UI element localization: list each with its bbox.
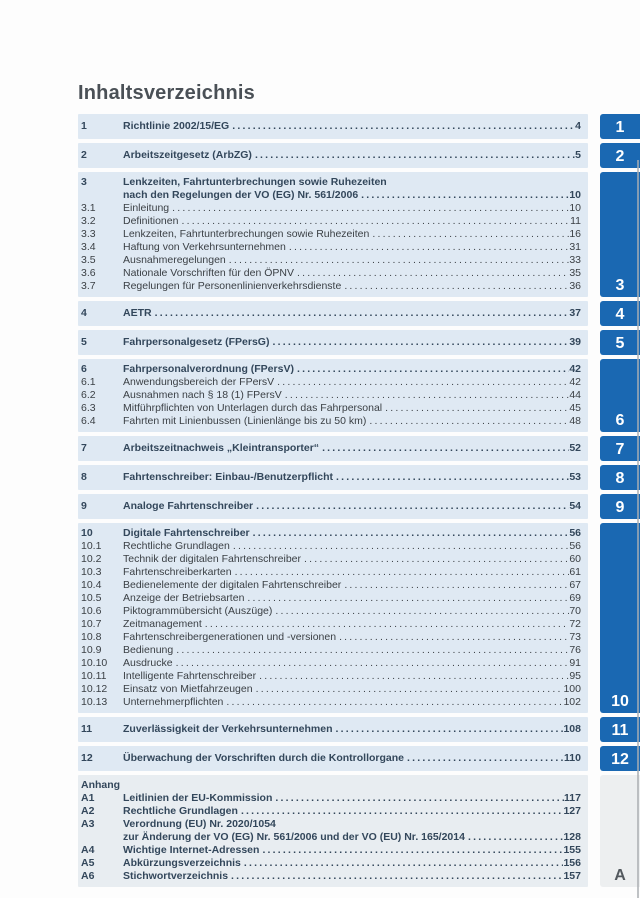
dot-leader bbox=[336, 631, 569, 644]
toc-entry-number: 7 bbox=[81, 442, 87, 454]
toc-entry bbox=[78, 202, 588, 215]
toc-group-3 bbox=[78, 172, 588, 297]
toc-entry-label: Einleitung bbox=[123, 202, 170, 214]
chapter-tab-8 bbox=[600, 465, 640, 490]
toc-entry-page-number: 60 bbox=[569, 553, 581, 565]
toc-entry-number: 10.3 bbox=[81, 566, 102, 578]
toc-entry-page-number: 56 bbox=[569, 540, 581, 552]
toc-group-A bbox=[78, 775, 588, 887]
toc-entry bbox=[78, 631, 588, 644]
dot-leader bbox=[382, 402, 569, 415]
toc-group-9 bbox=[78, 494, 588, 519]
toc-entry-label: Fahrtenschreibergenerationen und -versionen bbox=[123, 631, 337, 643]
dot-leader bbox=[228, 870, 563, 883]
toc-entry-number: 3.2 bbox=[81, 215, 96, 227]
toc-entry-number: 3 bbox=[81, 176, 87, 188]
chapter-tab-2 bbox=[600, 143, 640, 168]
toc-entry-page-number: 102 bbox=[563, 696, 581, 708]
chapter-tab-label: 9 bbox=[615, 499, 625, 516]
toc-entry-number: 10.1 bbox=[81, 540, 102, 552]
toc-group-1 bbox=[78, 114, 588, 139]
chapter-tab-1 bbox=[600, 114, 640, 139]
toc-entry-label: Arbeitszeitgesetz (ArbZG) bbox=[123, 149, 252, 161]
toc-entry-number: 10.9 bbox=[81, 644, 102, 656]
toc-entry-page-number: 31 bbox=[569, 241, 581, 253]
toc-entry bbox=[78, 844, 588, 857]
toc-entry-page-number: 54 bbox=[569, 500, 581, 512]
toc-entry-number: 10.5 bbox=[81, 592, 102, 604]
toc-entry-label: Bedienung bbox=[123, 644, 174, 656]
toc-entry-label: Regelungen für Personenlinienverkehrsdienste bbox=[123, 280, 342, 292]
toc-entry bbox=[78, 723, 588, 736]
chapter-tab-11 bbox=[600, 717, 640, 742]
dot-leader bbox=[333, 471, 569, 484]
toc-entry-page-number: 52 bbox=[569, 442, 581, 454]
dot-leader bbox=[286, 241, 569, 254]
toc-entry bbox=[78, 592, 588, 605]
toc-entry bbox=[78, 336, 588, 349]
dot-leader bbox=[274, 376, 569, 389]
toc-entry bbox=[78, 376, 588, 389]
chapter-tab-label: 2 bbox=[615, 148, 625, 165]
toc-entry-page-number: 16 bbox=[569, 228, 581, 240]
toc-entry-page-number: 44 bbox=[569, 389, 581, 401]
toc-entry-page-number: 95 bbox=[569, 670, 581, 682]
chapter-tab-3 bbox=[600, 172, 640, 297]
dot-leader bbox=[250, 527, 570, 540]
toc-entry-page-number: 42 bbox=[569, 363, 581, 375]
chapter-tab-label: 4 bbox=[615, 306, 625, 323]
chapter-tab-label: 8 bbox=[615, 470, 625, 487]
toc-entry-page-number: 69 bbox=[569, 592, 581, 604]
dot-leader bbox=[238, 805, 564, 818]
toc-entry-number: 6.4 bbox=[81, 415, 96, 427]
toc-entry-page-number: 5 bbox=[575, 149, 581, 161]
dot-leader bbox=[341, 280, 569, 293]
toc-entry-label: Definitionen bbox=[123, 215, 179, 227]
dot-leader bbox=[202, 618, 570, 631]
chapter-tab-label: A bbox=[614, 867, 626, 884]
dot-leader bbox=[272, 605, 569, 618]
dot-leader bbox=[301, 553, 569, 566]
toc-entry-label: Ausdrucke bbox=[123, 657, 173, 669]
dot-leader bbox=[253, 500, 569, 513]
dot-leader bbox=[272, 792, 564, 805]
toc-entry-number: 5 bbox=[81, 336, 87, 348]
toc-entry-number: 1 bbox=[81, 120, 87, 132]
toc-entry-number: 10.2 bbox=[81, 553, 102, 565]
toc-entry-page-number: 91 bbox=[569, 657, 581, 669]
toc-entry-number: 10.10 bbox=[81, 657, 108, 669]
dot-leader bbox=[152, 307, 570, 320]
toc-entry-number: A5 bbox=[81, 857, 95, 869]
toc-entry-label: Fahrpersonalgesetz (FPersG) bbox=[123, 336, 270, 348]
scan-edge-shadow bbox=[637, 160, 639, 898]
toc-entry bbox=[78, 280, 588, 293]
chapter-tab-label: 12 bbox=[611, 751, 629, 768]
toc-entry bbox=[78, 176, 588, 189]
toc-entry bbox=[78, 857, 588, 870]
toc-entry bbox=[78, 241, 588, 254]
dot-leader bbox=[253, 683, 564, 696]
toc-entry-label: Leitlinien der EU-Kommission bbox=[123, 792, 273, 804]
toc-entry bbox=[78, 402, 588, 415]
toc-entry bbox=[78, 696, 588, 709]
chapter-tab-9 bbox=[600, 494, 640, 519]
toc-entry-number: 10.7 bbox=[81, 618, 102, 630]
toc-entry bbox=[78, 471, 588, 484]
toc-entry-label: Einsatz von Mietfahrzeugen bbox=[123, 683, 253, 695]
toc-entry-number: 10.4 bbox=[81, 579, 102, 591]
dot-leader bbox=[178, 215, 570, 228]
toc-entry-label: Verordnung (EU) Nr. 2020/1054 bbox=[123, 818, 276, 830]
toc-entry bbox=[78, 228, 588, 241]
toc-entry bbox=[78, 579, 588, 592]
toc-entry-page-number: 100 bbox=[563, 683, 581, 695]
toc-entry bbox=[78, 527, 588, 540]
toc-entry-label: Mitführpflichten von Unterlagen durch das Fahrpersonal bbox=[123, 402, 383, 414]
toc-entry-label: zur Änderung der VO (EG) Nr. 561/2006 und der VO (EU) Nr. 165/2014 bbox=[123, 831, 465, 843]
page-title: Inhaltsverzeichnis bbox=[78, 82, 255, 104]
toc-entry bbox=[78, 500, 588, 513]
toc-entry-number: 8 bbox=[81, 471, 87, 483]
toc-entry-number: 6.3 bbox=[81, 402, 96, 414]
toc-entry-page-number: 35 bbox=[569, 267, 581, 279]
toc-entry-label: Digitale Fahrtenschreiber bbox=[123, 527, 250, 539]
toc-entry-label: Wichtige Internet-Adressen bbox=[123, 844, 260, 856]
dot-leader bbox=[256, 670, 569, 683]
toc-entry-label: Ausnahmeregelungen bbox=[123, 254, 226, 266]
toc-entry bbox=[78, 363, 588, 376]
toc-entry-page-number: 157 bbox=[563, 870, 581, 882]
dot-leader bbox=[169, 202, 569, 215]
dot-leader bbox=[341, 579, 569, 592]
dot-leader bbox=[259, 844, 563, 857]
toc-entry-label: Analoge Fahrtenschreiber bbox=[123, 500, 254, 512]
toc-entry-number: 6.1 bbox=[81, 376, 96, 388]
toc-entry bbox=[78, 792, 588, 805]
chapter-tab-7 bbox=[600, 436, 640, 461]
chapter-tab-10 bbox=[600, 523, 640, 713]
toc-entry-label: Fahrpersonalverordnung (FPersV) bbox=[123, 363, 294, 375]
toc-entry-number: 10 bbox=[81, 527, 93, 539]
toc-entry-page-number: 73 bbox=[569, 631, 581, 643]
toc-entry bbox=[78, 540, 588, 553]
toc-entry-label: Ausnahmen nach § 18 (1) FPersV bbox=[123, 389, 282, 401]
toc-entry-page-number: 48 bbox=[569, 415, 581, 427]
toc-entry-page-number: 67 bbox=[569, 579, 581, 591]
toc-entry-number: 3.3 bbox=[81, 228, 96, 240]
toc-entry-label: Stichwortverzeichnis bbox=[123, 870, 229, 882]
toc-group-7 bbox=[78, 436, 588, 461]
table-of-contents bbox=[78, 114, 588, 887]
chapter-tab-label: 5 bbox=[615, 335, 625, 352]
chapter-tab-label: 10 bbox=[611, 693, 629, 710]
toc-entry-page-number: 76 bbox=[569, 644, 581, 656]
toc-entry-label: Fahrtenschreiberkarten bbox=[123, 566, 232, 578]
dot-leader bbox=[366, 415, 569, 428]
toc-group-2 bbox=[78, 143, 588, 168]
toc-entry-number: 3.5 bbox=[81, 254, 96, 266]
toc-entry-number: 10.8 bbox=[81, 631, 102, 643]
toc-entry-page-number: 39 bbox=[569, 336, 581, 348]
toc-entry-page-number: 33 bbox=[569, 254, 581, 266]
chapter-tab-label: 6 bbox=[615, 412, 625, 429]
toc-entry bbox=[78, 670, 588, 683]
toc-group-5 bbox=[78, 330, 588, 355]
dot-leader bbox=[252, 149, 575, 162]
toc-entry-number: 6.2 bbox=[81, 389, 96, 401]
toc-entry bbox=[78, 818, 588, 831]
dot-leader bbox=[173, 644, 569, 657]
toc-entry-page-number: 37 bbox=[569, 307, 581, 319]
toc-entry-label: Intelligente Fahrtenschreiber bbox=[123, 670, 257, 682]
chapter-tab-6 bbox=[600, 359, 640, 432]
chapter-tab-label: 3 bbox=[615, 277, 625, 294]
toc-entry bbox=[78, 553, 588, 566]
toc-entry-page-number: 127 bbox=[563, 805, 581, 817]
dot-leader bbox=[241, 857, 564, 870]
toc-entry-page-number: 10 bbox=[569, 202, 581, 214]
toc-entry-number: A6 bbox=[81, 870, 95, 882]
chapter-tab-label: 1 bbox=[615, 119, 625, 136]
toc-entry bbox=[78, 307, 588, 320]
toc-entry-label: Fahrtenschreiber: Einbau-/Benutzerpflicht bbox=[123, 471, 334, 483]
dot-leader bbox=[369, 228, 569, 241]
toc-entry-label: Überwachung der Vorschriften durch die Kontrollorgane bbox=[123, 752, 405, 764]
toc-entry-number: A1 bbox=[81, 792, 95, 804]
toc-entry-number: 3.6 bbox=[81, 267, 96, 279]
toc-entry-page-number: 56 bbox=[569, 527, 581, 539]
toc-entry-label: Abkürzungsverzeichnis bbox=[123, 857, 241, 869]
toc-entry-label: Haftung von Verkehrsunternehmen bbox=[123, 241, 286, 253]
toc-entry-number: A2 bbox=[81, 805, 95, 817]
toc-entry-number: A4 bbox=[81, 844, 95, 856]
dot-leader bbox=[173, 657, 570, 670]
toc-entry bbox=[78, 267, 588, 280]
toc-entry-page-number: 36 bbox=[569, 280, 581, 292]
toc-entry-label: Fahrten mit Linienbussen (Linienlänge bis zu 50 km) bbox=[123, 415, 367, 427]
toc-entry bbox=[78, 605, 588, 618]
toc-entry-page-number: 108 bbox=[563, 723, 581, 735]
dot-leader bbox=[269, 336, 569, 349]
toc-entry-label: Arbeitszeitnachweis „Kleintransporter“ bbox=[123, 442, 320, 454]
dot-leader bbox=[333, 723, 564, 736]
toc-entry-label: Lenkzeiten, Fahrtunterbrechungen sowie Ruhezeiten bbox=[123, 176, 387, 188]
toc-entry-number: 10.13 bbox=[81, 696, 108, 708]
chapter-tab-label: 11 bbox=[611, 722, 629, 739]
toc-entry bbox=[78, 683, 588, 696]
toc-entry-label: Technik der digitalen Fahrtenschreiber bbox=[123, 553, 302, 565]
toc-entry-label: Bedienelemente der digitalen Fahrtenschreiber bbox=[123, 579, 342, 591]
toc-entry-page-number: 72 bbox=[569, 618, 581, 630]
toc-entry-page-number: 70 bbox=[569, 605, 581, 617]
toc-entry-number: 3.7 bbox=[81, 280, 96, 292]
toc-entry-page-number: 110 bbox=[564, 752, 581, 764]
toc-entry-number: 3.4 bbox=[81, 241, 96, 253]
dot-leader bbox=[294, 267, 569, 280]
dot-leader bbox=[230, 540, 569, 553]
dot-leader bbox=[404, 752, 564, 765]
chapter-tab-4 bbox=[600, 301, 640, 326]
toc-group-12 bbox=[78, 746, 588, 771]
toc-entry-label: Nationale Vorschriften für den ÖPNV bbox=[123, 267, 295, 279]
toc-entry-label: Zeitmanagement bbox=[123, 618, 202, 630]
toc-entry-number: 10.6 bbox=[81, 605, 102, 617]
dot-leader bbox=[358, 189, 569, 202]
toc-entry bbox=[78, 566, 588, 579]
toc-entry bbox=[78, 149, 588, 162]
toc-group-6 bbox=[78, 359, 588, 432]
toc-entry bbox=[78, 215, 588, 228]
toc-entry bbox=[78, 779, 588, 792]
toc-group-11 bbox=[78, 717, 588, 742]
toc-entry-continuation bbox=[78, 189, 588, 202]
toc-entry bbox=[78, 644, 588, 657]
toc-entry bbox=[78, 415, 588, 428]
toc-entry-page-number: 10 bbox=[569, 189, 581, 201]
dot-leader bbox=[223, 696, 563, 709]
chapter-tab-5 bbox=[600, 330, 640, 355]
toc-entry-label: AETR bbox=[123, 307, 152, 319]
toc-entry-page-number: 61 bbox=[569, 566, 581, 578]
toc-entry-number: 10.11 bbox=[81, 670, 107, 682]
toc-entry-label: Piktogrammübersicht (Auszüge) bbox=[123, 605, 273, 617]
toc-entry-label: Anzeige der Betriebsarten bbox=[123, 592, 245, 604]
toc-entry-number: 12 bbox=[81, 752, 93, 764]
chapter-tab-A bbox=[600, 775, 640, 887]
toc-entry-number: 6 bbox=[81, 363, 87, 375]
dot-leader bbox=[229, 120, 575, 133]
dot-leader bbox=[465, 831, 564, 844]
toc-entry-page-number: 45 bbox=[569, 402, 581, 414]
toc-entry-label: Anwendungsbereich der FPersV bbox=[123, 376, 275, 388]
toc-content bbox=[78, 82, 588, 891]
toc-entry-page-number: 156 bbox=[563, 857, 581, 869]
toc-entry-number: 3.1 bbox=[81, 202, 96, 214]
toc-entry-page-number: 4 bbox=[575, 120, 581, 132]
toc-entry-number: 11 bbox=[81, 723, 93, 735]
toc-entry-page-number: 155 bbox=[563, 844, 581, 856]
dot-leader bbox=[282, 389, 570, 402]
toc-group-4 bbox=[78, 301, 588, 326]
dot-leader bbox=[226, 254, 570, 267]
dot-leader bbox=[244, 592, 569, 605]
toc-entry-page-number: 53 bbox=[569, 471, 581, 483]
dot-leader bbox=[232, 566, 570, 579]
toc-entry-label: Lenkzeiten, Fahrtunterbrechungen sowie Ruhezeiten bbox=[123, 228, 370, 240]
toc-entry-continuation bbox=[78, 831, 588, 844]
toc-entry-page-number: 11 bbox=[570, 215, 581, 227]
toc-entry-label: Rechtliche Grundlagen bbox=[123, 805, 238, 817]
chapter-tab-12 bbox=[600, 746, 640, 771]
dot-leader bbox=[294, 363, 569, 376]
toc-entry bbox=[78, 805, 588, 818]
toc-entry-number: 9 bbox=[81, 500, 87, 512]
toc-entry-label: Richtlinie 2002/15/EG bbox=[123, 120, 230, 132]
toc-entry-number: 4 bbox=[81, 307, 87, 319]
toc-entry bbox=[78, 618, 588, 631]
toc-entry bbox=[78, 870, 588, 883]
toc-entry-number: A3 bbox=[81, 818, 95, 830]
toc-entry-number: 10.12 bbox=[81, 683, 108, 695]
toc-entry bbox=[78, 657, 588, 670]
toc-entry bbox=[78, 752, 588, 765]
toc-group-8 bbox=[78, 465, 588, 490]
toc-entry-page-number: 117 bbox=[564, 792, 581, 804]
toc-group-10 bbox=[78, 523, 588, 713]
toc-entry bbox=[78, 120, 588, 133]
toc-entry-label: Zuverlässigkeit der Verkehrsunternehmen bbox=[123, 723, 333, 735]
toc-entry-page-number: 42 bbox=[569, 376, 581, 388]
toc-entry bbox=[78, 389, 588, 402]
toc-entry-label: Rechtliche Grundlagen bbox=[123, 540, 230, 552]
toc-entry bbox=[78, 254, 588, 267]
toc-entry bbox=[78, 442, 588, 455]
chapter-tab-label: 7 bbox=[615, 441, 625, 458]
toc-entry-label: nach den Regelungen der VO (EG) Nr. 561/2006 bbox=[123, 189, 359, 201]
dot-leader bbox=[319, 442, 569, 455]
toc-entry-number: Anhang bbox=[81, 779, 121, 791]
toc-entry-label: Unternehmerpflichten bbox=[123, 696, 224, 708]
toc-entry-page-number: 128 bbox=[563, 831, 581, 843]
toc-entry-number: 2 bbox=[81, 149, 87, 161]
